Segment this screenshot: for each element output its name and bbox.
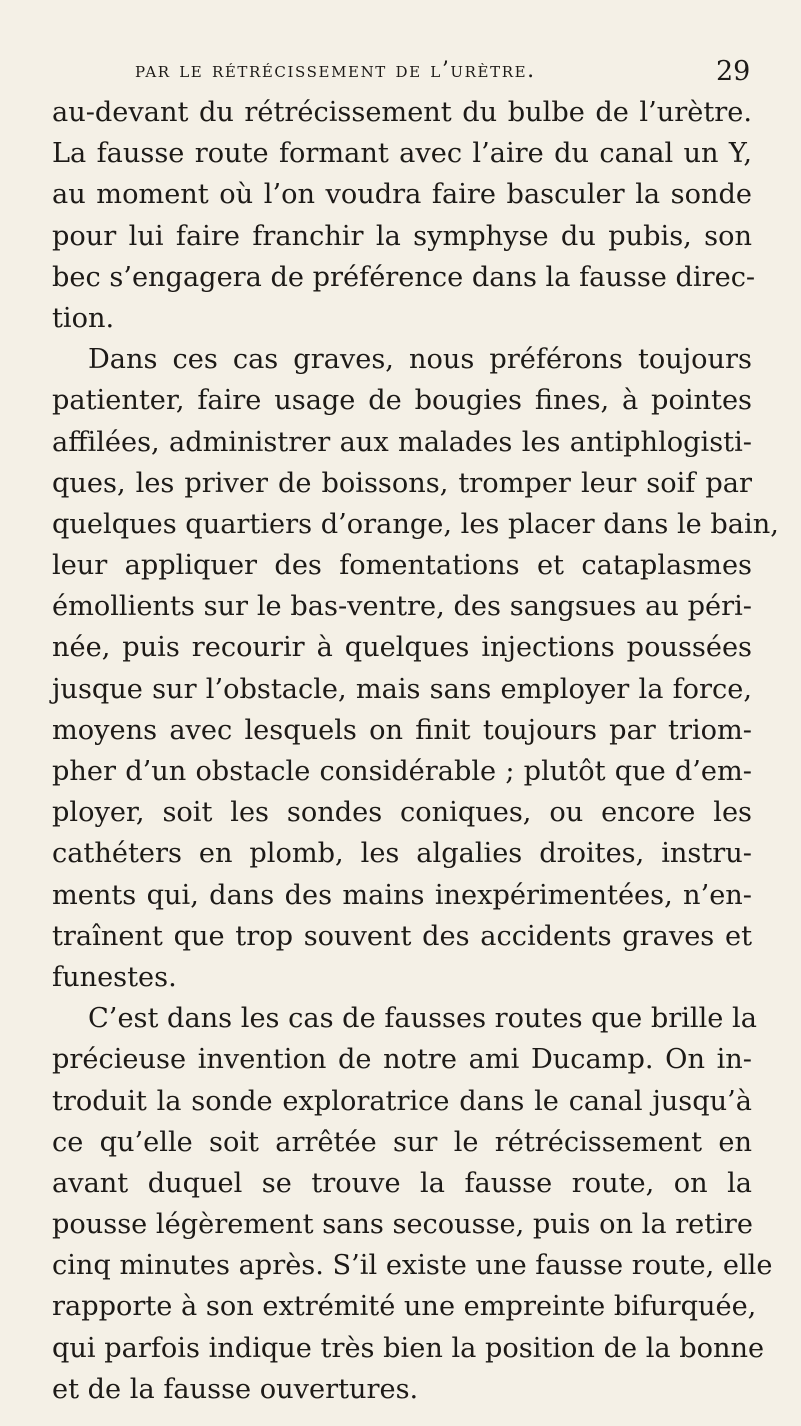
text-line: La fausse route formant avec l’aire du canal un Y, — [52, 138, 752, 170]
text-line: Dans ces cas graves, nous préférons toujours — [88, 344, 752, 376]
text-line: patienter, faire usage de bougies fines, à pointes — [52, 385, 752, 417]
text-line: et de la fausse ouvertures. — [52, 1373, 419, 1405]
text-line: née, puis recourir à quelques injections poussées — [52, 632, 752, 664]
text-line: ployer, soit les sondes coniques, ou encore les — [52, 797, 752, 829]
text-line: qui parfois indique très bien la position de la bonne — [52, 1332, 765, 1364]
paragraph — [52, 92, 756, 339]
text-line: au-devant du rétrécissement du bulbe de l’urètre. — [52, 97, 752, 128]
paragraph — [52, 339, 779, 998]
text-line: pour lui faire franchir la symphyse du pubis, son — [52, 220, 752, 252]
running-title: par le rétrécissement de l’urètre. — [135, 58, 536, 83]
text-line: bec s’engagera de préférence dans la fausse direc- — [52, 261, 756, 293]
text-line: funestes. — [52, 961, 177, 993]
text-line: ce qu’elle soit arrêtée sur le rétrécissement en — [52, 1126, 752, 1158]
text-line: précieuse invention de notre ami Ducamp. On in- — [52, 1044, 752, 1076]
text-line: leur appliquer des fomentations et cataplasmes — [52, 550, 752, 582]
paragraph — [52, 998, 773, 1410]
body-text — [52, 92, 779, 1410]
running-head — [0, 58, 801, 94]
page-number: 29 — [716, 56, 751, 87]
text-line: C’est dans les cas de fausses routes que brille la — [88, 1003, 757, 1035]
text-line: pher d’un obstacle considérable ; plutôt que d’em- — [52, 756, 752, 787]
text-line: avant duquel se trouve la fausse route, on la — [52, 1167, 752, 1199]
text-line: troduit la sonde exploratrice dans le canal jusqu’à — [52, 1085, 752, 1117]
text-line: rapporte à son extrémité une empreinte bifurquée, — [52, 1291, 757, 1323]
text-line: tion. — [52, 302, 115, 334]
text-line: moyens avec lesquels on finit toujours par triom- — [52, 714, 752, 746]
text-line: pousse légèrement sans secousse, puis on la retire — [52, 1209, 753, 1241]
text-line: traînent que trop souvent des accidents graves et — [52, 920, 752, 952]
text-line: ments qui, dans des mains inexpérimentées, n’en- — [52, 879, 752, 911]
text-line: ques, les priver de boissons, tromper leur soif par — [52, 467, 752, 499]
text-line: au moment où l’on voudra faire basculer la sonde — [52, 179, 752, 211]
text-line: cathéters en plomb, les algalies droites, instru- — [52, 838, 752, 870]
text-line: émollients sur le bas-ventre, des sangsues au péri- — [52, 591, 752, 623]
text-line: quelques quartiers d’orange, les placer dans le bain, — [52, 508, 779, 540]
text-line: jusque sur l’obstacle, mais sans employer la force, — [52, 673, 752, 705]
text-line: cinq minutes après. S’il existe une fausse route, elle — [52, 1250, 773, 1282]
text-line: affilées, administrer aux malades les antiphlogisti- — [52, 426, 752, 458]
